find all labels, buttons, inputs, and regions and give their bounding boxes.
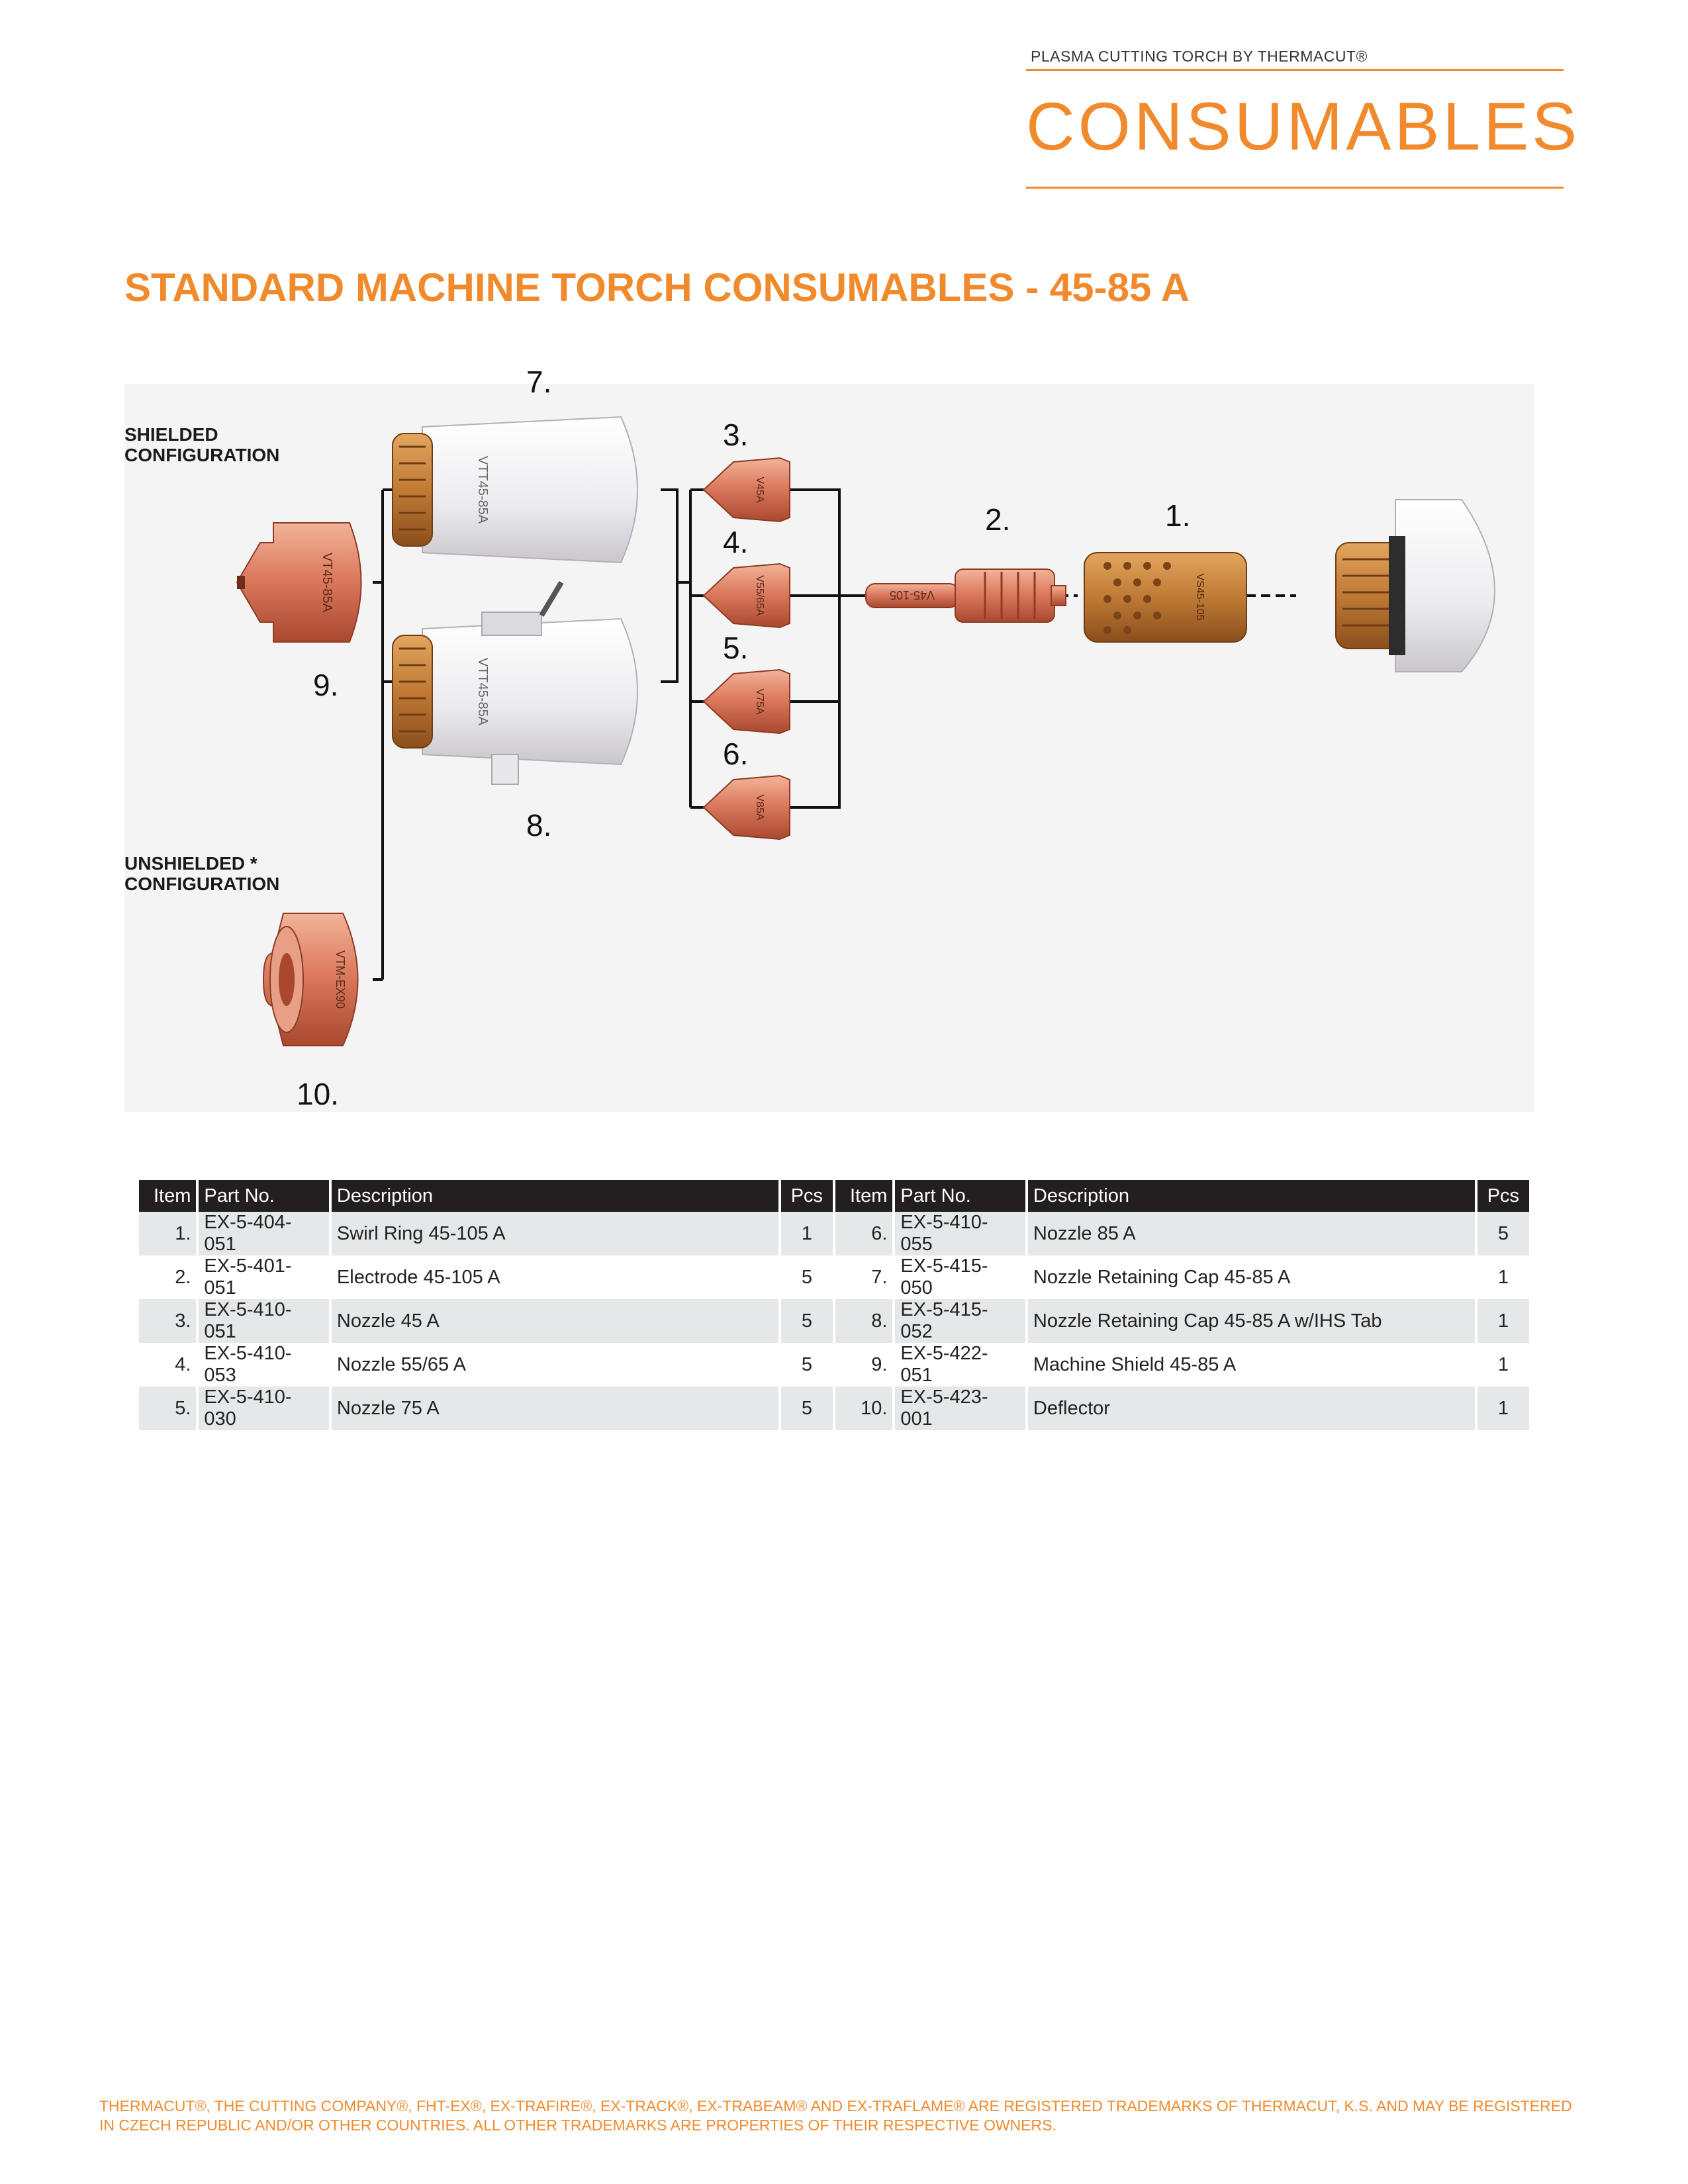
table-row <box>139 1255 1529 1299</box>
callout-7: 7. <box>526 365 552 399</box>
cell-description: Nozzle 85 A <box>1028 1212 1475 1255</box>
header-description: Description <box>332 1180 778 1212</box>
nozzle5-marking: V75A <box>754 688 765 715</box>
cell-part-no: EX-5-410-030 <box>199 1387 329 1430</box>
cell-pcs: 5 <box>801 1353 812 1375</box>
table-header-row <box>139 1180 1529 1212</box>
nozzle6-marking: V85A <box>754 794 765 821</box>
shielded-configuration-label: SHIELDED CONFIGURATION <box>124 424 280 465</box>
header-rule-top <box>1026 69 1564 71</box>
swirl-marking: VS45-105 <box>1194 573 1205 621</box>
deflector-marking: VTM-EX90 <box>334 950 347 1009</box>
callout-5: 5. <box>723 631 749 665</box>
callout-8: 8. <box>526 808 552 842</box>
cell-description: Nozzle 45 A <box>332 1299 778 1343</box>
page-title: CONSUMABLES <box>1026 89 1581 164</box>
nozzle-4-part <box>704 564 790 627</box>
cell-part-no: EX-5-415-050 <box>900 1255 988 1298</box>
header-pcs: Pcs <box>781 1180 833 1212</box>
electrode-marking: V45-105 <box>889 588 935 602</box>
cell-item: 9. <box>871 1353 888 1375</box>
cell-part-no: EX-5-415-052 <box>895 1299 1025 1343</box>
callout-2: 2. <box>985 502 1011 537</box>
cell-pcs: 1 <box>1497 1266 1509 1288</box>
header-item: Item <box>835 1180 892 1212</box>
callout-1: 1. <box>1165 498 1191 533</box>
retaining-cap-7-part <box>393 417 637 563</box>
cap8-marking: VTT45-85A <box>475 657 490 726</box>
nozzle-6-part <box>704 776 790 839</box>
cell-description: Nozzle 55/65 A <box>336 1353 466 1375</box>
cell-description: Deflector <box>1028 1387 1475 1430</box>
nozzle-3-part <box>704 458 790 522</box>
cell-item: 5. <box>139 1387 196 1430</box>
cell-item: 8. <box>835 1299 892 1343</box>
callout-6: 6. <box>723 737 749 771</box>
cell-pcs: 1 <box>1477 1387 1529 1430</box>
cell-pcs: 1 <box>1477 1299 1529 1343</box>
cell-pcs: 5 <box>801 1266 812 1288</box>
deflector-part <box>263 913 358 1046</box>
electrode-part <box>866 569 1066 622</box>
cell-part-no: EX-5-401-051 <box>204 1255 292 1298</box>
cell-part-no: EX-5-422-051 <box>900 1343 988 1386</box>
cell-part-no: EX-5-410-053 <box>204 1343 292 1386</box>
cell-item: 10. <box>835 1387 892 1430</box>
table-row <box>139 1299 1529 1343</box>
unshielded-configuration-label: UNSHIELDED * CONFIGURATION <box>124 853 280 894</box>
cell-pcs: 5 <box>781 1299 833 1343</box>
cell-part-no: EX-5-404-051 <box>199 1212 329 1255</box>
table-row <box>139 1387 1529 1430</box>
cell-part-no: EX-5-410-051 <box>199 1299 329 1343</box>
table-row <box>139 1343 1529 1387</box>
retaining-cap-8-part <box>393 582 637 784</box>
shield-marking: VT45-85A <box>320 552 334 613</box>
footer-legal-notice: THERMACUT®, THE CUTTING COMPANY®, FHT-EX®, EX-TRAFIRE®, EX-TRACK®, EX-TRABEAM® AND EX-TRAFLAME® ARE REGISTERED TRADEMARKS OF THERMACUT, K.S. AND MAY BE REGISTERED IN CZECH REPUBLIC AND/OR OTHER COUNTRIES. ALL OTHER TRADEMARKS ARE PROPERTIES OF THEIR RESPECTIVE OWNERS. <box>99 2097 1572 2134</box>
callout-4: 4. <box>723 525 749 559</box>
cell-pcs: 5 <box>781 1387 833 1430</box>
cell-description: Swirl Ring 45-105 A <box>332 1212 778 1255</box>
cell-item: 4. <box>175 1353 191 1375</box>
header-part-no: Part No. <box>895 1180 1025 1212</box>
header-rule-bottom <box>1026 187 1564 189</box>
cell-description: Machine Shield 45-85 A <box>1033 1353 1237 1375</box>
diagram-drawing <box>124 384 1534 1112</box>
cell-description: Nozzle 75 A <box>332 1387 778 1430</box>
callout-3: 3. <box>723 418 749 452</box>
header-kicker: PLASMA CUTTING TORCH BY THERMACUT® <box>1031 48 1368 65</box>
nozzle-5-part <box>704 670 790 733</box>
cell-part-no: EX-5-423-001 <box>895 1387 1025 1430</box>
swirl-ring-part <box>1084 553 1246 642</box>
machine-shield-part <box>237 523 361 642</box>
cell-item: 6. <box>835 1212 892 1255</box>
consumables-diagram <box>124 365 1534 1112</box>
cell-description: Electrode 45-105 A <box>336 1266 500 1288</box>
cell-item: 3. <box>139 1299 196 1343</box>
cell-description: Nozzle Retaining Cap 45-85 A w/IHS Tab <box>1028 1299 1475 1343</box>
torch-head-part <box>1336 500 1495 672</box>
header-pcs: Pcs <box>1477 1180 1529 1212</box>
cell-pcs: 1 <box>1497 1353 1509 1375</box>
cell-description: Nozzle Retaining Cap 45-85 A <box>1033 1266 1291 1288</box>
cell-part-no: EX-5-410-055 <box>895 1212 1025 1255</box>
parts-table <box>136 1180 1532 1430</box>
header-description: Description <box>1028 1180 1475 1212</box>
section-title: STANDARD MACHINE TORCH CONSUMABLES - 45-85 A <box>124 265 1190 310</box>
nozzle3-marking: V45A <box>754 477 765 503</box>
cell-pcs: 5 <box>1477 1212 1529 1255</box>
nozzle4-marking: V55/65A <box>754 575 765 616</box>
header-item: Item <box>139 1180 196 1212</box>
table-row <box>139 1212 1529 1255</box>
cell-item: 2. <box>175 1266 191 1288</box>
callout-9: 9. <box>313 668 339 702</box>
cell-pcs: 1 <box>781 1212 833 1255</box>
cell-item: 1. <box>139 1212 196 1255</box>
cell-item: 7. <box>871 1266 888 1288</box>
header-part-no: Part No. <box>199 1180 329 1212</box>
cap7-marking: VTT45-85A <box>475 455 490 524</box>
callout-10: 10. <box>297 1077 339 1111</box>
